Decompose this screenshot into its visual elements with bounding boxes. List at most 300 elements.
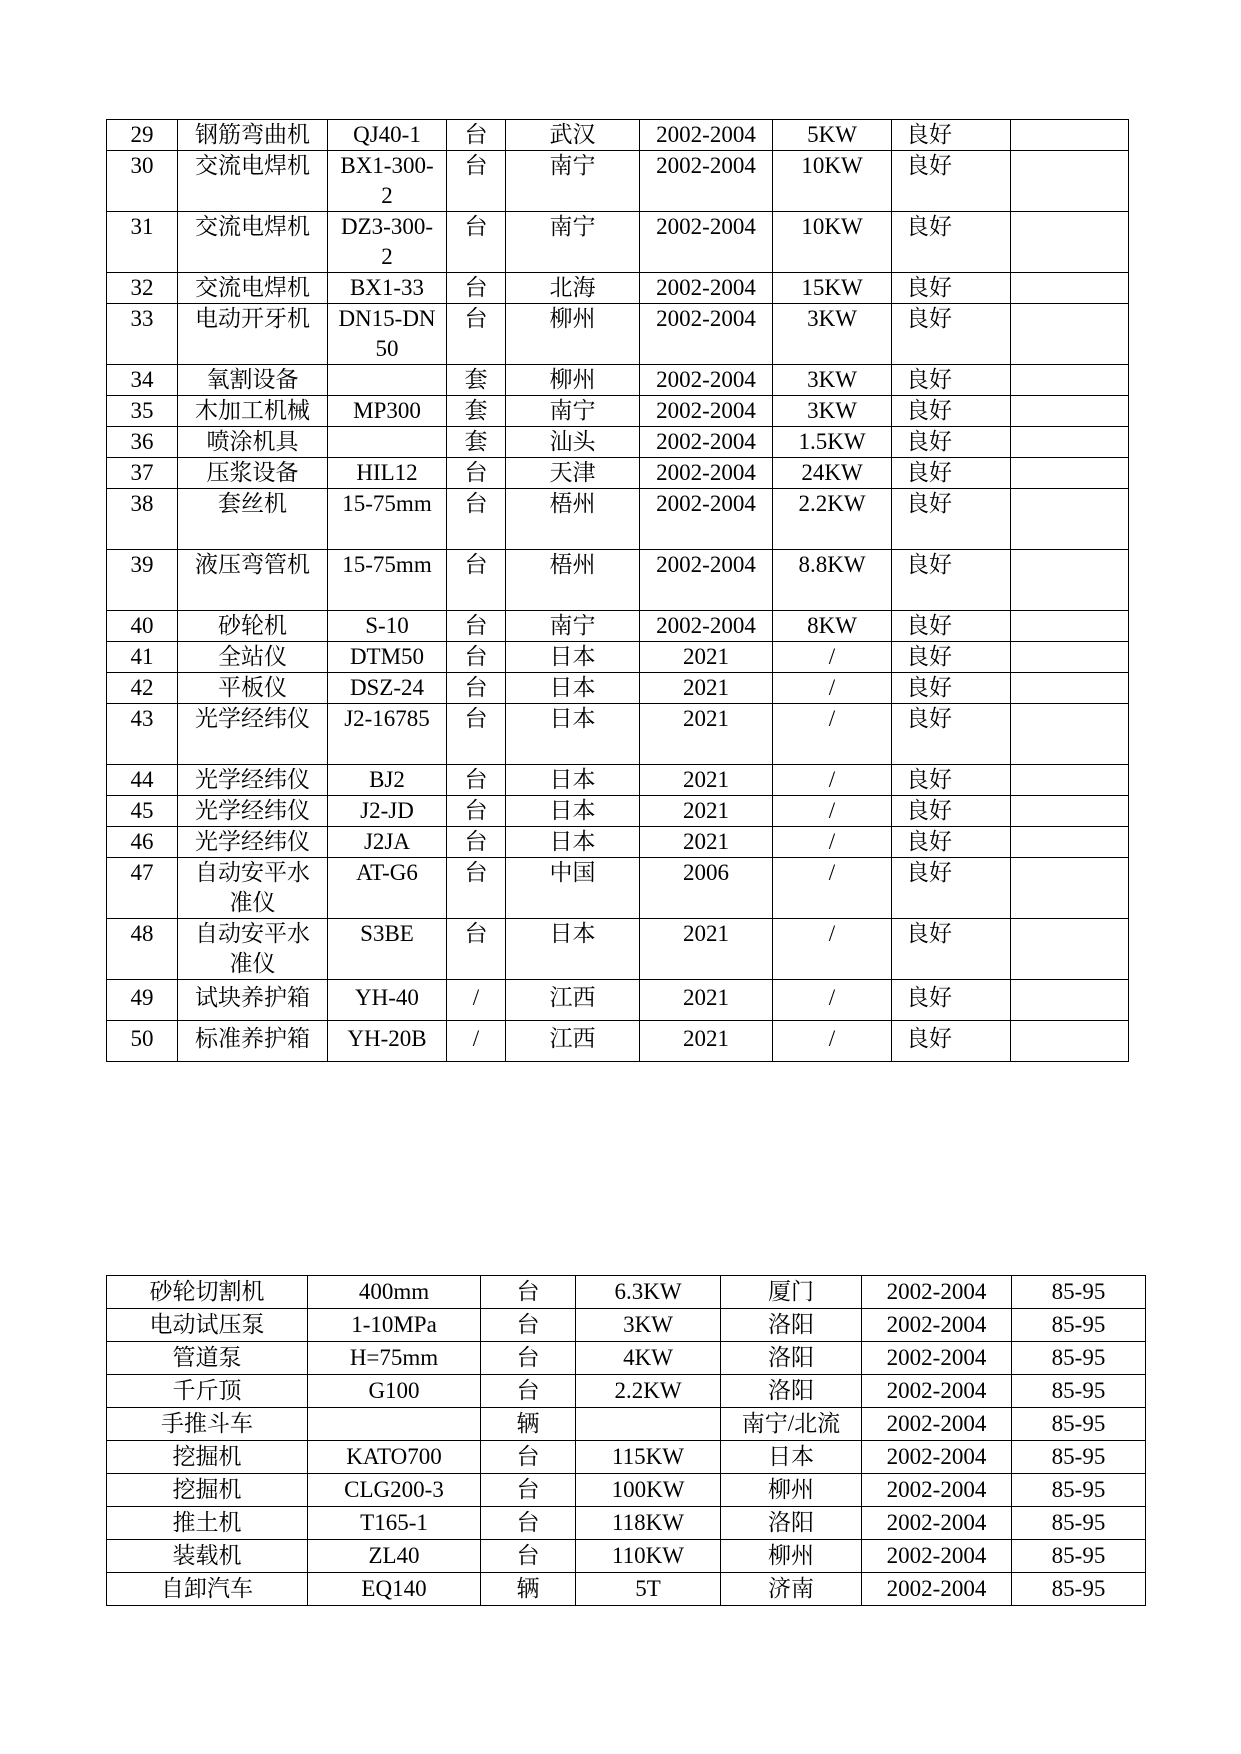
cell-power: 3KW [773, 365, 892, 396]
cell-name: 平板仪 [178, 673, 328, 704]
cell-model: G100 [308, 1375, 481, 1408]
table-row [107, 1441, 1146, 1474]
cell-name: 电动试压泵 [107, 1309, 308, 1342]
cell-year: 2021 [640, 704, 773, 765]
cell-status: 良好 [892, 858, 1011, 919]
cell-unit: 台 [447, 611, 506, 642]
cell-status: 良好 [892, 396, 1011, 427]
cell-note [1011, 489, 1129, 550]
cell-name: 全站仪 [178, 642, 328, 673]
table-row [107, 1408, 1146, 1441]
table-row [107, 1342, 1146, 1375]
table-row [107, 796, 1129, 827]
cell-no: 46 [107, 827, 178, 858]
table-row [107, 1021, 1129, 1062]
cell-name: 钢筋弯曲机 [178, 120, 328, 151]
cell-model: S-10 [328, 611, 447, 642]
cell-year: 2002-2004 [862, 1342, 1012, 1375]
cell-name: 砂轮机 [178, 611, 328, 642]
cell-power: 3KW [576, 1309, 721, 1342]
cell-unit: 台 [447, 919, 506, 980]
cell-origin: 柳州 [506, 365, 640, 396]
cell-year: 2021 [640, 796, 773, 827]
cell-origin: 南宁 [506, 212, 640, 273]
cell-name: 千斤顶 [107, 1375, 308, 1408]
cell-note [1011, 827, 1129, 858]
cell-note [1011, 212, 1129, 273]
cell-model: ZL40 [308, 1540, 481, 1573]
cell-power: 2.2KW [773, 489, 892, 550]
cell-no: 29 [107, 120, 178, 151]
cell-origin: 梧州 [506, 489, 640, 550]
cell-unit: 辆 [481, 1408, 576, 1441]
cell-no: 32 [107, 273, 178, 304]
cell-year: 2002-2004 [640, 458, 773, 489]
cell-year: 2002-2004 [640, 273, 773, 304]
cell-rate: 85-95 [1012, 1309, 1146, 1342]
cell-power: / [773, 796, 892, 827]
cell-unit: 台 [447, 273, 506, 304]
cell-power: 115KW [576, 1441, 721, 1474]
cell-origin: 日本 [506, 919, 640, 980]
cell-year: 2002-2004 [640, 212, 773, 273]
cell-unit: 套 [447, 365, 506, 396]
cell-name: 试块养护箱 [178, 980, 328, 1021]
table-row [107, 858, 1129, 919]
cell-origin: 洛阳 [721, 1507, 862, 1540]
table-row [107, 704, 1129, 765]
cell-status: 良好 [892, 212, 1011, 273]
cell-power: / [773, 673, 892, 704]
cell-unit: 套 [447, 427, 506, 458]
cell-unit: 台 [447, 673, 506, 704]
cell-no: 43 [107, 704, 178, 765]
cell-name: 光学经纬仪 [178, 796, 328, 827]
cell-power: 118KW [576, 1507, 721, 1540]
cell-origin: 洛阳 [721, 1309, 862, 1342]
cell-model: DTM50 [328, 642, 447, 673]
cell-status: 良好 [892, 365, 1011, 396]
cell-unit: 台 [447, 858, 506, 919]
cell-origin: 梧州 [506, 550, 640, 611]
cell-model: S3BE [328, 919, 447, 980]
table-row [107, 765, 1129, 796]
cell-power: 110KW [576, 1540, 721, 1573]
cell-status: 良好 [892, 151, 1011, 212]
cell-status: 良好 [892, 765, 1011, 796]
cell-origin: 柳州 [506, 304, 640, 365]
cell-model: J2-JD [328, 796, 447, 827]
cell-note [1011, 396, 1129, 427]
cell-status: 良好 [892, 489, 1011, 550]
cell-status: 良好 [892, 458, 1011, 489]
table-row [107, 611, 1129, 642]
cell-year: 2002-2004 [862, 1573, 1012, 1606]
cell-rate: 85-95 [1012, 1276, 1146, 1309]
cell-no: 49 [107, 980, 178, 1021]
cell-no: 31 [107, 212, 178, 273]
cell-status: 良好 [892, 673, 1011, 704]
table-row [107, 120, 1129, 151]
cell-rate: 85-95 [1012, 1573, 1146, 1606]
cell-note [1011, 427, 1129, 458]
cell-note [1011, 796, 1129, 827]
cell-name: 氧割设备 [178, 365, 328, 396]
cell-year: 2021 [640, 827, 773, 858]
cell-origin: 南宁 [506, 151, 640, 212]
cell-name: 木加工机械 [178, 396, 328, 427]
cell-origin: 日本 [506, 642, 640, 673]
cell-year: 2002-2004 [640, 611, 773, 642]
cell-rate: 85-95 [1012, 1375, 1146, 1408]
cell-year: 2021 [640, 919, 773, 980]
cell-name: 光学经纬仪 [178, 704, 328, 765]
cell-model: BX1-300-2 [328, 151, 447, 212]
cell-name: 光学经纬仪 [178, 827, 328, 858]
cell-rate: 85-95 [1012, 1441, 1146, 1474]
cell-year: 2021 [640, 673, 773, 704]
cell-note [1011, 919, 1129, 980]
table-row [107, 1375, 1146, 1408]
cell-model: CLG200-3 [308, 1474, 481, 1507]
table-row [107, 1573, 1146, 1606]
cell-unit: 台 [481, 1474, 576, 1507]
cell-note [1011, 273, 1129, 304]
cell-status: 良好 [892, 796, 1011, 827]
equipment-table-1 [106, 119, 1129, 1062]
cell-unit: / [447, 1021, 506, 1062]
cell-unit: 套 [447, 396, 506, 427]
cell-no: 44 [107, 765, 178, 796]
cell-power [576, 1408, 721, 1441]
cell-name: 液压弯管机 [178, 550, 328, 611]
cell-origin: 日本 [506, 704, 640, 765]
table-row [107, 458, 1129, 489]
cell-note [1011, 365, 1129, 396]
cell-power: 5KW [773, 120, 892, 151]
cell-status: 良好 [892, 642, 1011, 673]
cell-unit: 台 [481, 1507, 576, 1540]
cell-year: 2002-2004 [640, 365, 773, 396]
cell-note [1011, 550, 1129, 611]
cell-status: 良好 [892, 704, 1011, 765]
cell-origin: 南宁 [506, 396, 640, 427]
cell-name: 推土机 [107, 1507, 308, 1540]
cell-unit: 辆 [481, 1573, 576, 1606]
cell-name: 挖掘机 [107, 1441, 308, 1474]
cell-unit: 台 [447, 796, 506, 827]
cell-note [1011, 704, 1129, 765]
cell-power: 8.8KW [773, 550, 892, 611]
cell-unit: 台 [481, 1309, 576, 1342]
cell-power: 4KW [576, 1342, 721, 1375]
cell-unit: 台 [447, 704, 506, 765]
cell-no: 50 [107, 1021, 178, 1062]
cell-model: 15-75mm [328, 489, 447, 550]
cell-year: 2021 [640, 642, 773, 673]
cell-unit: / [447, 980, 506, 1021]
table-row [107, 1507, 1146, 1540]
table-row [107, 642, 1129, 673]
cell-origin: 江西 [506, 1021, 640, 1062]
cell-status: 良好 [892, 550, 1011, 611]
cell-status: 良好 [892, 273, 1011, 304]
cell-power: 8KW [773, 611, 892, 642]
cell-status: 良好 [892, 304, 1011, 365]
cell-origin: 中国 [506, 858, 640, 919]
cell-status: 良好 [892, 1021, 1011, 1062]
cell-year: 2021 [640, 1021, 773, 1062]
table-row [107, 365, 1129, 396]
cell-name: 压浆设备 [178, 458, 328, 489]
cell-name: 装载机 [107, 1540, 308, 1573]
cell-name: 挖掘机 [107, 1474, 308, 1507]
cell-origin: 济南 [721, 1573, 862, 1606]
cell-year: 2002-2004 [640, 304, 773, 365]
cell-note [1011, 642, 1129, 673]
cell-power: 15KW [773, 273, 892, 304]
cell-name: 光学经纬仪 [178, 765, 328, 796]
cell-unit: 台 [447, 151, 506, 212]
cell-unit: 台 [481, 1540, 576, 1573]
cell-origin: 柳州 [721, 1474, 862, 1507]
cell-origin: 日本 [506, 673, 640, 704]
cell-no: 30 [107, 151, 178, 212]
cell-model: EQ140 [308, 1573, 481, 1606]
cell-power: / [773, 1021, 892, 1062]
cell-unit: 台 [447, 489, 506, 550]
cell-unit: 台 [447, 550, 506, 611]
cell-origin: 天津 [506, 458, 640, 489]
cell-year: 2002-2004 [862, 1309, 1012, 1342]
cell-model: H=75mm [308, 1342, 481, 1375]
cell-year: 2002-2004 [640, 427, 773, 458]
cell-model: AT-G6 [328, 858, 447, 919]
cell-year: 2002-2004 [862, 1474, 1012, 1507]
cell-model: YH-20B [328, 1021, 447, 1062]
cell-year: 2002-2004 [640, 151, 773, 212]
cell-no: 48 [107, 919, 178, 980]
cell-note [1011, 765, 1129, 796]
cell-no: 33 [107, 304, 178, 365]
equipment-table-2 [106, 1275, 1146, 1606]
cell-year: 2002-2004 [640, 489, 773, 550]
cell-name: 标准养护箱 [178, 1021, 328, 1062]
cell-status: 良好 [892, 611, 1011, 642]
cell-status: 良好 [892, 120, 1011, 151]
cell-rate: 85-95 [1012, 1474, 1146, 1507]
cell-model [308, 1408, 481, 1441]
cell-year: 2006 [640, 858, 773, 919]
cell-no: 47 [107, 858, 178, 919]
cell-name: 自动安平水准仪 [178, 919, 328, 980]
cell-origin: 武汉 [506, 120, 640, 151]
cell-name: 交流电焊机 [178, 212, 328, 273]
cell-unit: 台 [447, 304, 506, 365]
cell-unit: 台 [447, 458, 506, 489]
cell-unit: 台 [481, 1441, 576, 1474]
cell-note [1011, 858, 1129, 919]
table-row [107, 212, 1129, 273]
cell-model: YH-40 [328, 980, 447, 1021]
cell-power: 1.5KW [773, 427, 892, 458]
cell-note [1011, 673, 1129, 704]
cell-unit: 台 [447, 212, 506, 273]
cell-origin: 日本 [506, 796, 640, 827]
cell-model [328, 365, 447, 396]
cell-power: 6.3KW [576, 1276, 721, 1309]
cell-year: 2002-2004 [640, 120, 773, 151]
cell-origin: 南宁 [506, 611, 640, 642]
cell-unit: 台 [481, 1342, 576, 1375]
cell-power: 3KW [773, 396, 892, 427]
cell-no: 34 [107, 365, 178, 396]
cell-name: 管道泵 [107, 1342, 308, 1375]
table-row [107, 427, 1129, 458]
cell-note [1011, 151, 1129, 212]
cell-year: 2021 [640, 765, 773, 796]
cell-model: 1-10MPa [308, 1309, 481, 1342]
cell-unit: 台 [481, 1375, 576, 1408]
cell-year: 2021 [640, 980, 773, 1021]
cell-no: 39 [107, 550, 178, 611]
cell-origin: 日本 [506, 765, 640, 796]
cell-origin: 北海 [506, 273, 640, 304]
cell-power: 100KW [576, 1474, 721, 1507]
cell-year: 2002-2004 [862, 1441, 1012, 1474]
cell-no: 38 [107, 489, 178, 550]
table-row [107, 1309, 1146, 1342]
cell-power: / [773, 704, 892, 765]
cell-note [1011, 120, 1129, 151]
cell-unit: 台 [447, 827, 506, 858]
cell-name: 喷涂机具 [178, 427, 328, 458]
table-row [107, 827, 1129, 858]
cell-origin: 南宁/北流 [721, 1408, 862, 1441]
cell-note [1011, 980, 1129, 1021]
table-row [107, 550, 1129, 611]
cell-status: 良好 [892, 427, 1011, 458]
cell-rate: 85-95 [1012, 1342, 1146, 1375]
cell-no: 45 [107, 796, 178, 827]
cell-model: DZ3-300-2 [328, 212, 447, 273]
cell-model: HIL12 [328, 458, 447, 489]
cell-name: 自动安平水准仪 [178, 858, 328, 919]
cell-origin: 江西 [506, 980, 640, 1021]
cell-origin: 洛阳 [721, 1342, 862, 1375]
cell-model: BJ2 [328, 765, 447, 796]
cell-name: 砂轮切割机 [107, 1276, 308, 1309]
cell-name: 手推斗车 [107, 1408, 308, 1441]
cell-model: BX1-33 [328, 273, 447, 304]
table-row [107, 1276, 1146, 1309]
cell-status: 良好 [892, 980, 1011, 1021]
cell-model: 400mm [308, 1276, 481, 1309]
cell-model: DN15-DN50 [328, 304, 447, 365]
table-row [107, 1540, 1146, 1573]
table-row [107, 151, 1129, 212]
cell-power: / [773, 827, 892, 858]
table-row [107, 673, 1129, 704]
cell-status: 良好 [892, 827, 1011, 858]
cell-power: / [773, 765, 892, 796]
table-row [107, 919, 1129, 980]
cell-name: 自卸汽车 [107, 1573, 308, 1606]
cell-power: / [773, 919, 892, 980]
cell-model: J2-16785 [328, 704, 447, 765]
cell-note [1011, 1021, 1129, 1062]
table-row [107, 273, 1129, 304]
cell-unit: 台 [447, 765, 506, 796]
table-row [107, 304, 1129, 365]
cell-origin: 柳州 [721, 1540, 862, 1573]
cell-origin: 日本 [721, 1441, 862, 1474]
cell-status: 良好 [892, 919, 1011, 980]
table-row [107, 980, 1129, 1021]
cell-power: 5T [576, 1573, 721, 1606]
cell-model: DSZ-24 [328, 673, 447, 704]
cell-power: / [773, 980, 892, 1021]
cell-year: 2002-2004 [640, 550, 773, 611]
cell-power: 10KW [773, 212, 892, 273]
cell-name: 电动开牙机 [178, 304, 328, 365]
cell-origin: 日本 [506, 827, 640, 858]
cell-unit: 台 [447, 120, 506, 151]
cell-year: 2002-2004 [862, 1408, 1012, 1441]
cell-no: 40 [107, 611, 178, 642]
cell-no: 35 [107, 396, 178, 427]
cell-power: 3KW [773, 304, 892, 365]
cell-unit: 台 [481, 1276, 576, 1309]
cell-power: 24KW [773, 458, 892, 489]
cell-model: QJ40-1 [328, 120, 447, 151]
cell-note [1011, 458, 1129, 489]
cell-model: T165-1 [308, 1507, 481, 1540]
cell-model: MP300 [328, 396, 447, 427]
cell-name: 交流电焊机 [178, 151, 328, 212]
cell-year: 2002-2004 [640, 396, 773, 427]
cell-model [328, 427, 447, 458]
cell-year: 2002-2004 [862, 1540, 1012, 1573]
cell-note [1011, 304, 1129, 365]
cell-name: 交流电焊机 [178, 273, 328, 304]
cell-model: KATO700 [308, 1441, 481, 1474]
cell-no: 37 [107, 458, 178, 489]
cell-no: 36 [107, 427, 178, 458]
cell-origin: 厦门 [721, 1276, 862, 1309]
cell-year: 2002-2004 [862, 1276, 1012, 1309]
cell-rate: 85-95 [1012, 1408, 1146, 1441]
cell-no: 42 [107, 673, 178, 704]
cell-power: / [773, 642, 892, 673]
cell-rate: 85-95 [1012, 1507, 1146, 1540]
cell-no: 41 [107, 642, 178, 673]
table-row [107, 489, 1129, 550]
cell-power: / [773, 858, 892, 919]
cell-name: 套丝机 [178, 489, 328, 550]
table-row [107, 396, 1129, 427]
cell-origin: 洛阳 [721, 1375, 862, 1408]
cell-unit: 台 [447, 642, 506, 673]
cell-rate: 85-95 [1012, 1540, 1146, 1573]
cell-origin: 汕头 [506, 427, 640, 458]
cell-note [1011, 611, 1129, 642]
cell-model: 15-75mm [328, 550, 447, 611]
cell-year: 2002-2004 [862, 1507, 1012, 1540]
cell-model: J2JA [328, 827, 447, 858]
cell-power: 2.2KW [576, 1375, 721, 1408]
cell-power: 10KW [773, 151, 892, 212]
